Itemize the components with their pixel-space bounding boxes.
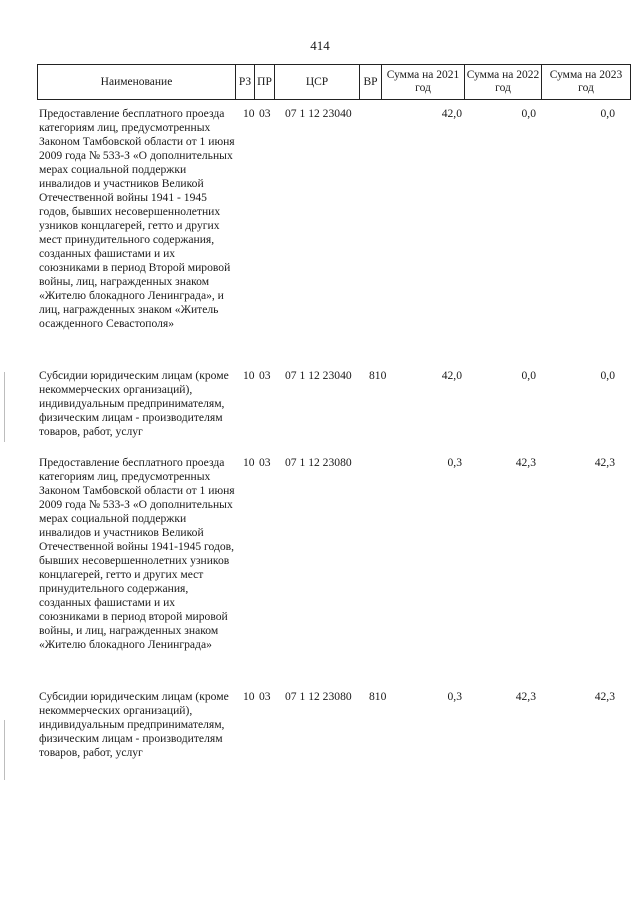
row-sum-2022: 42,3 bbox=[515, 690, 536, 703]
page-number: 414 bbox=[310, 38, 330, 53]
row-csr: 07 1 12 23040 bbox=[285, 107, 352, 120]
row-sum-2021: 0,3 bbox=[447, 456, 462, 469]
header-sum-2023: Сумма на 2023 год bbox=[549, 69, 623, 94]
row-name: Субсидии юридическим лицам (кроме некоммерческих организаций), индивидуальным предпринимателям, физическим лицам - производителям товаров, работ, услуг bbox=[39, 690, 229, 759]
row-sum-2023: 42,3 bbox=[594, 690, 615, 703]
row-pr: 03 bbox=[259, 107, 271, 120]
header-csr: ЦСР bbox=[275, 65, 360, 99]
row-sum-2023: 0,0 bbox=[600, 107, 615, 120]
row-sum-2023: 0,0 bbox=[600, 369, 615, 382]
row-csr: 07 1 12 23080 bbox=[285, 456, 352, 469]
header-rz: РЗ bbox=[236, 65, 255, 99]
row-csr: 07 1 12 23080 bbox=[285, 690, 352, 703]
row-sum-2023: 42,3 bbox=[594, 456, 615, 469]
row-rz: 10 bbox=[243, 456, 255, 469]
row-rz: 10 bbox=[243, 107, 255, 120]
header-name: Наименование bbox=[38, 65, 236, 99]
row-sum-2021: 42,0 bbox=[441, 369, 462, 382]
header-pr: ПР bbox=[255, 65, 275, 99]
header-vr: ВР bbox=[360, 65, 382, 99]
scan-margin-mark bbox=[4, 372, 5, 442]
row-rz: 10 bbox=[243, 369, 255, 382]
row-sum-2022: 0,0 bbox=[521, 107, 536, 120]
row-rz: 10 bbox=[243, 690, 255, 703]
table-header bbox=[37, 64, 631, 100]
row-pr: 03 bbox=[259, 690, 271, 703]
row-name: Предоставление бесплатного проезда категориям лиц, предусмотренных Законом Тамбовской области от 1 июня 2009 года № 533-З «О дополнительных мерах социальной поддержки инвалидов и участников Великой Отечественной войны 1941 - 1945 годов, бывших несовершеннолетних узников концлагерей, гетто и других мест принудительного содержания, созданных фашистами и их союзниками в период Второй мировой войны, лиц, награжденных знаком «Жителю блокадного Ленинграда», и лиц, награжденных знаком «Житель осажденного Севастополя» bbox=[39, 107, 235, 330]
row-pr: 03 bbox=[259, 369, 271, 382]
header-sum-2022: Сумма на 2022 год bbox=[465, 65, 542, 99]
row-sum-2021: 0,3 bbox=[447, 690, 462, 703]
row-name: Субсидии юридическим лицам (кроме некоммерческих организаций), индивидуальным предпринимателям, физическим лицам - производителям товаров, работ, услуг bbox=[39, 369, 229, 438]
header-sum-2021: Сумма на 2021 год bbox=[382, 65, 465, 99]
row-sum-2022: 0,0 bbox=[521, 369, 536, 382]
row-vr: 810 bbox=[369, 690, 387, 703]
row-vr: 810 bbox=[369, 369, 387, 382]
row-csr: 07 1 12 23040 bbox=[285, 369, 352, 382]
scan-margin-mark bbox=[4, 720, 5, 780]
row-name: Предоставление бесплатного проезда категориям лиц, предусмотренных Законом Тамбовской области от 1 июня 2009 года № 533-З «О дополнительных мерах социальной поддержки инвалидов и участников Великой Отечественной войны 1941-1945 годов, бывших несовершеннолетних узников концлагерей, гетто и других мест принудительного содержания, созданных фашистами и их союзниками в период второй мировой войны, и лиц, награжденных знаком «Жителю блокадного Ленинграда» bbox=[39, 456, 235, 651]
row-pr: 03 bbox=[259, 456, 271, 469]
row-sum-2022: 42,3 bbox=[515, 456, 536, 469]
row-sum-2021: 42,0 bbox=[441, 107, 462, 120]
